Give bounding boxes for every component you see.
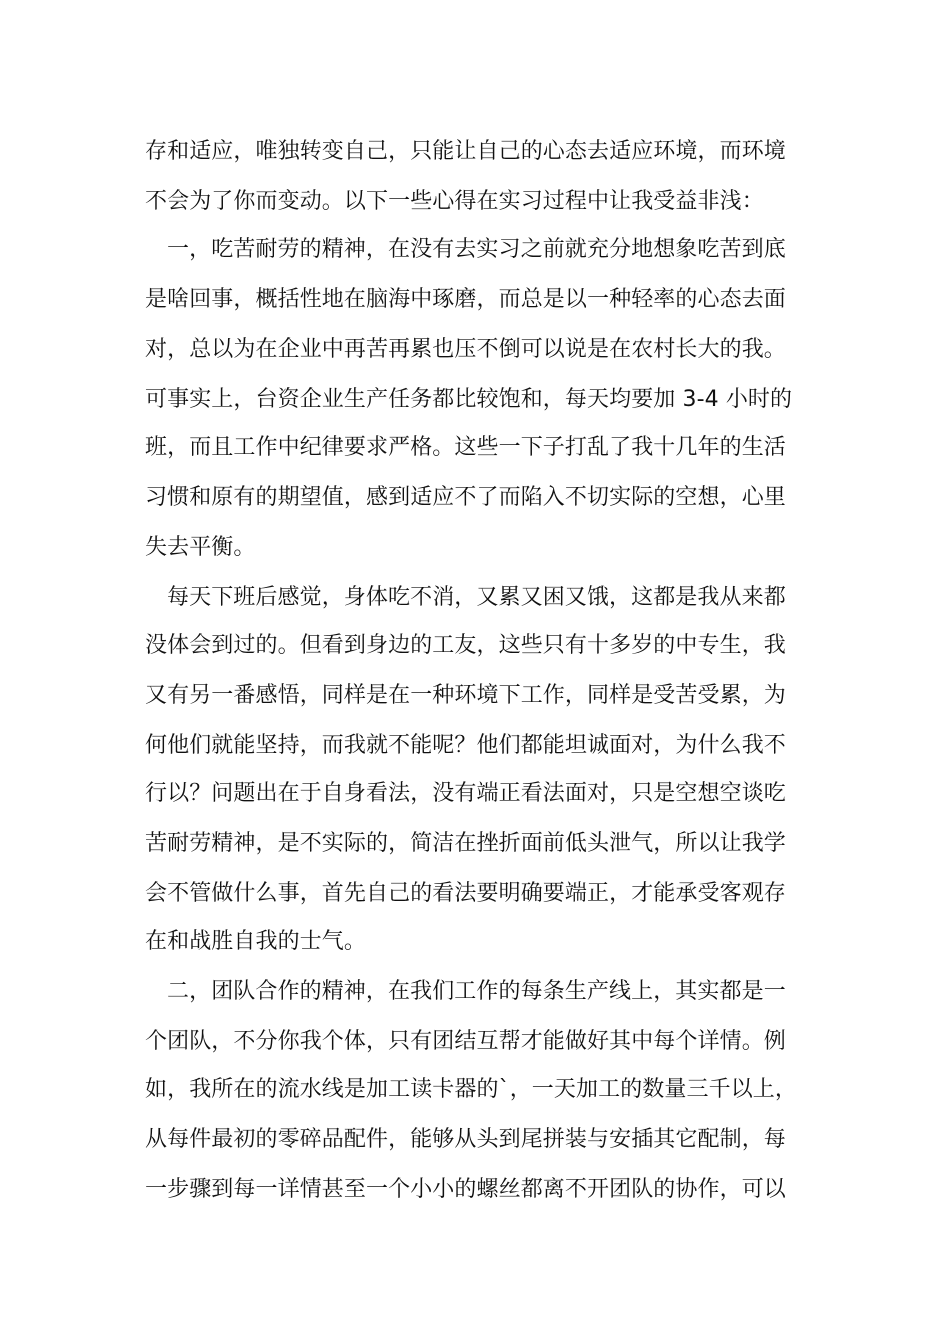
text-line: 一步骤到每一详情甚至一个小小的螺丝都离不开团队的协作，可以 <box>145 1177 786 1202</box>
text-line: 何他们就能坚持，而我就不能呢？他们都能坦诚面对，为什么我不 <box>145 733 786 758</box>
text-line: 行以？问题出在于自身看法，没有端正看法面对，只是空想空谈吃 <box>145 781 786 806</box>
text-line: 会不管做什么事，首先自己的看法要明确要端正，才能承受客观存 <box>145 881 786 906</box>
text-line: 对，总以为在企业中再苦再累也压不倒可以说是在农村长大的我。 <box>145 337 786 362</box>
text-line: 可事实上，台资企业生产任务都比较饱和，每天均要加 3-4 小时的 <box>145 387 793 412</box>
paragraph-first-line: 每天下班后感觉，身体吃不消，又累又困又饿，这都是我从来都 <box>167 585 786 610</box>
text-line: 是啥回事，概括性地在脑海中琢磨，而总是以一种轻率的心态去面 <box>145 287 786 312</box>
text-line: 个团队，不分你我个体，只有团结互帮才能做好其中每个详情。例 <box>145 1029 786 1054</box>
text-line: 从每件最初的零碎品配件，能够从头到尾拼装与安插其它配制，每 <box>145 1127 786 1152</box>
text-line: 存和适应，唯独转变自己，只能让自己的心态去适应环境，而环境 <box>145 139 786 164</box>
text-line: 习惯和原有的期望值，感到适应不了而陷入不切实际的空想，心里 <box>145 485 786 510</box>
text-line: 失去平衡。 <box>145 535 256 560</box>
text-line: 又有另一番感悟，同样是在一种环境下工作，同样是受苦受累，为 <box>145 683 786 708</box>
text-line: 如，我所在的流水线是加工读卡器的`，一天加工的数量三千以上， <box>145 1077 798 1102</box>
text-line: 不会为了你而变动。以下一些心得在实习过程中让我受益非浅： <box>145 189 764 214</box>
text-line: 苦耐劳精神，是不实际的，简洁在挫折面前低头泄气，所以让我学 <box>145 831 786 856</box>
paragraph-first-line: 一，吃苦耐劳的精神，在没有去实习之前就充分地想象吃苦到底 <box>167 237 786 262</box>
paragraph-first-line: 二，团队合作的精神，在我们工作的每条生产线上，其实都是一 <box>167 979 786 1004</box>
text-line: 没体会到过的。但看到身边的工友，这些只有十多岁的中专生，我 <box>145 633 786 658</box>
text-line: 班，而且工作中纪律要求严格。这些一下子打乱了我十几年的生活 <box>145 435 786 460</box>
text-line: 在和战胜自我的士气。 <box>145 929 367 954</box>
